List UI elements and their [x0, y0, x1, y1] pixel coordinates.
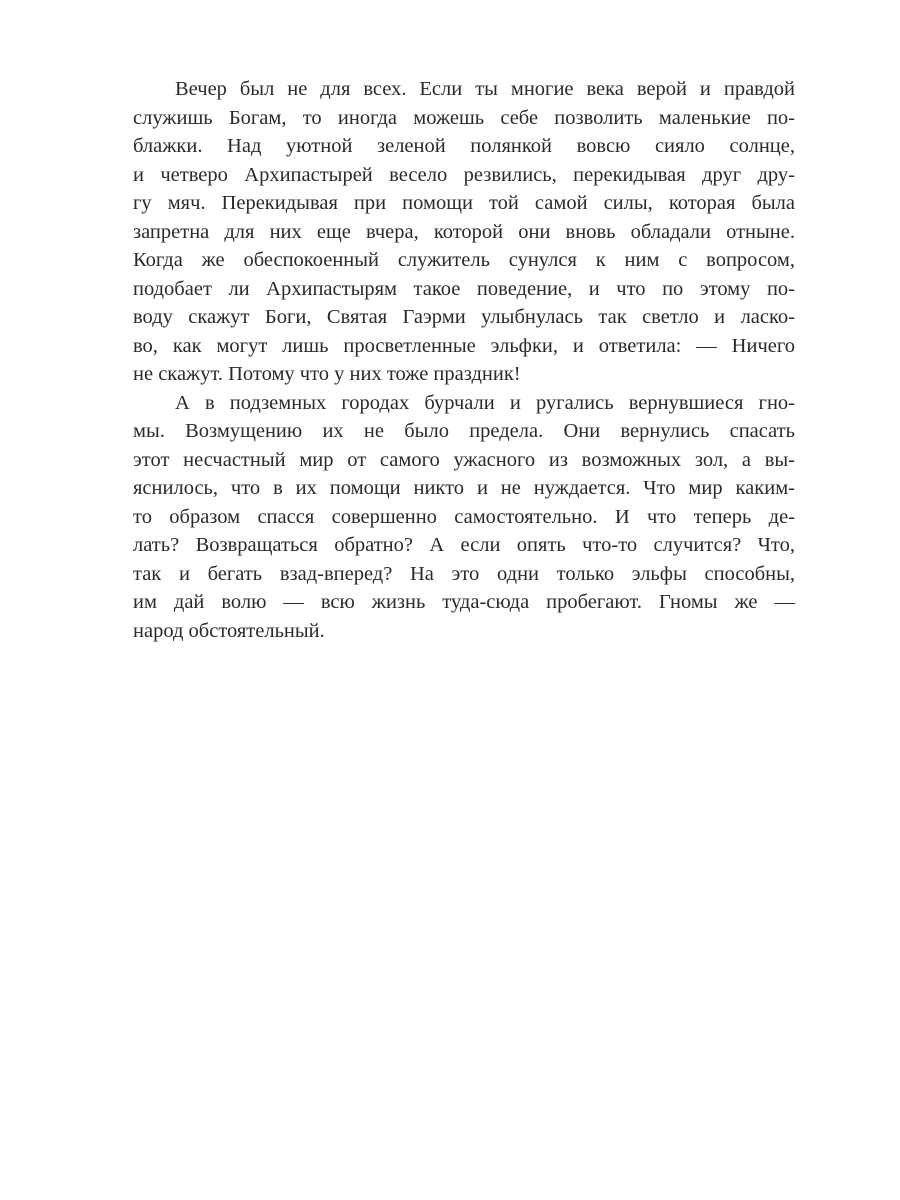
text-line: им дай волю — всю жизнь туда-сюда пробегают. Гномы же — — [133, 591, 795, 613]
text-line: блажки. Над уютной зеленой полянкой вовсю сияло солнце, — [133, 135, 795, 157]
text-line: этот несчастный мир от самого ужасного из возможных зол, а вы- — [133, 448, 795, 471]
text-line: гу мяч. Перекидывая при помощи той самой силы, которая была — [133, 192, 795, 214]
text-line: А в подземных городах бурчали и ругались вернувшиеся гно- — [175, 391, 795, 414]
text-line: Вечер был не для всех. Если ты многие века верой и правдой — [175, 78, 795, 100]
text-line: подобает ли Архипастырям такое поведение, и что по этому по- — [133, 277, 795, 300]
text-line: народ обстоятельный. — [133, 619, 325, 642]
text-line: и четверо Архипастырей весело резвились, перекидывая друг дру- — [133, 163, 795, 186]
text-line: так и бегать взад-вперед? На это одни только эльфы способны, — [133, 562, 795, 585]
text-line: воду скажут Боги, Святая Гаэрми улыбнулась так светло и ласко- — [133, 306, 795, 328]
text-line: не скажут. Потому что у них тоже праздник! — [133, 363, 521, 385]
text-line: яснилось, что в их помощи никто и не нуждается. Что мир каким- — [133, 477, 795, 499]
text-line: то образом спасся совершенно самостоятельно. И что теперь де- — [133, 505, 795, 528]
text-line: служишь Богам, то иногда можешь себе позволить маленькие по- — [133, 106, 795, 129]
page-text — [133, 75, 795, 645]
paragraph-2 — [133, 389, 795, 646]
text-line: мы. Возмущению их не было предела. Они вернулись спасать — [133, 420, 795, 442]
text-line: во, как могут лишь просветленные эльфки, и ответила: — Ничего — [133, 334, 795, 357]
text-line: Когда же обеспокоенный служитель сунулся к ним с вопросом, — [133, 249, 795, 271]
paragraph-1 — [133, 75, 795, 389]
text-line: лать? Возвращаться обратно? А если опять что-то случится? Что, — [133, 534, 795, 556]
text-line: запретна для них еще вчера, которой они вновь обладали отныне. — [133, 220, 795, 243]
